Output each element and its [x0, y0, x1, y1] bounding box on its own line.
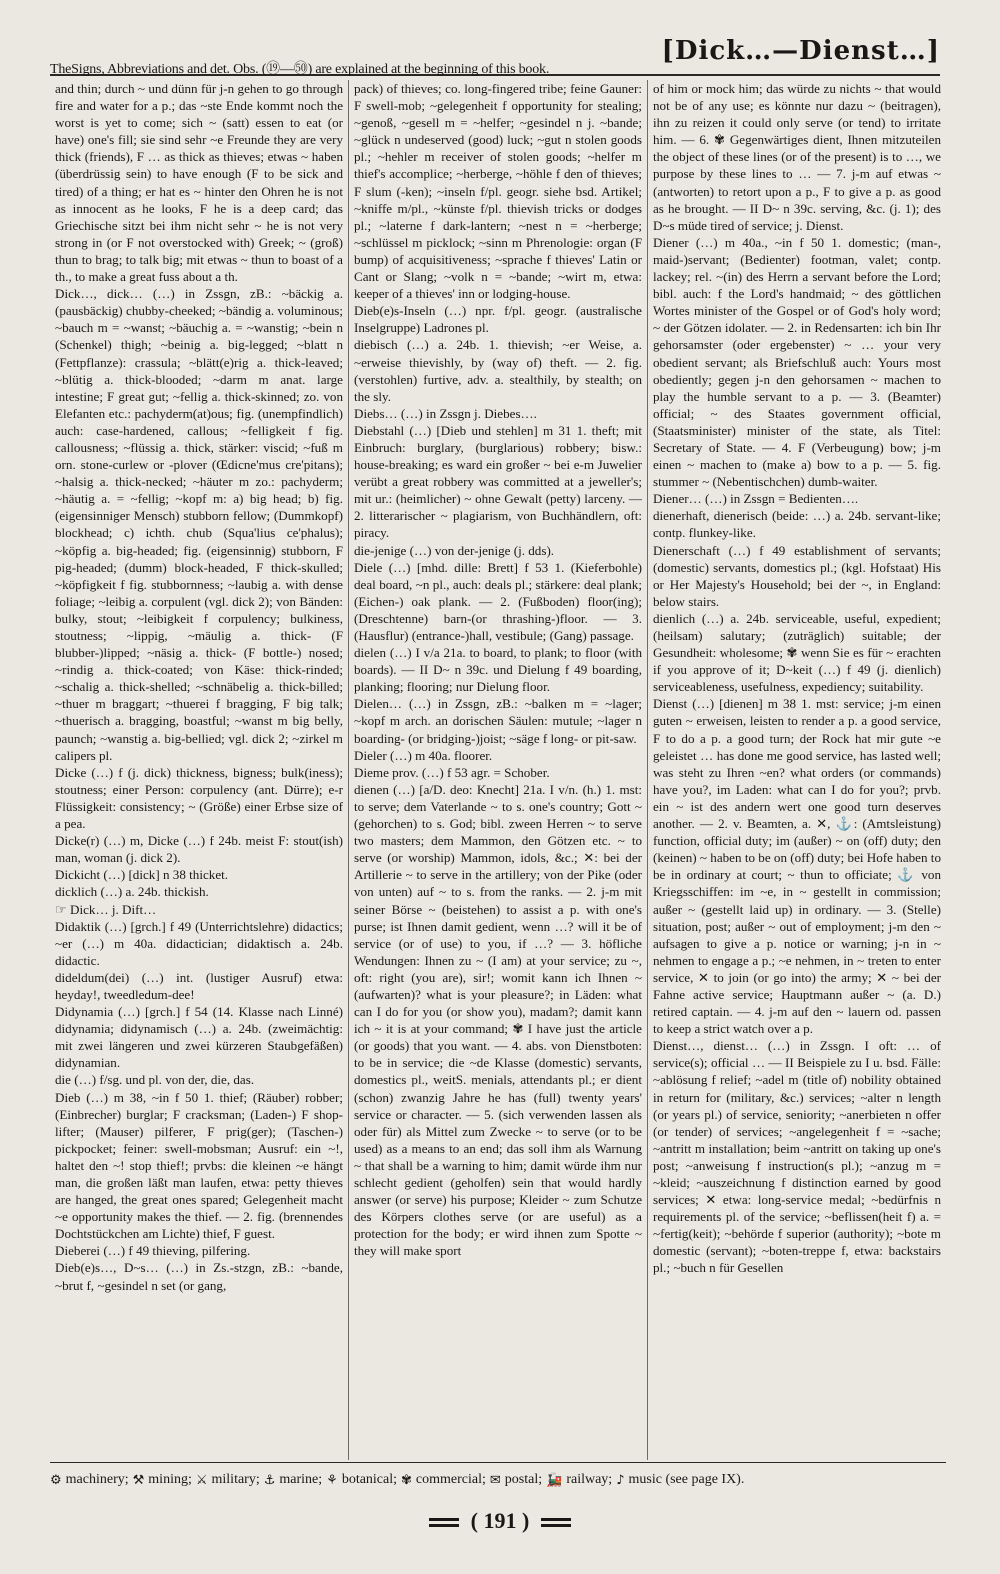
entry-paragraph: Dickicht (…) [dick] n 38 thicket.: [55, 867, 229, 883]
ornament-bars-left: [429, 1518, 459, 1527]
entry-paragraph: Didaktik (…) [grch.] f 49 (Unterrichtslehre) didactics; ~er (…) m 40a. didactician; didaktisch a. 24b. didactic.: [55, 918, 343, 968]
page-header: [50, 34, 940, 76]
page-number-text: ( 191 ): [470, 1508, 530, 1533]
entry-paragraph: Dielen… (…) in Zssgn, zB.: ~balken m = ~lager; ~kopf m arch. an dorischen Säulen: mutule; ~lager n boarding- (or bridging-)joist; ~säge f long- or pit-saw.: [354, 696, 642, 746]
entry-paragraph: Dieb(e)s…, D~s… (…) in Zs.-stzgn, zB.: ~bande, ~brut f, ~gesindel n set (or gang,: [55, 1260, 343, 1293]
legend-label: railway;: [566, 1472, 613, 1487]
legend-label: commercial;: [415, 1472, 486, 1487]
entry-paragraph: Diele (…) [mhd. dille: Brett] f 53 1. (Kieferbohle) deal board, ~n pl., auch: deals pl.; stärkere: deal plank; (Eichen-) oak plank. — 2. (Fußboden) floor(ing); (Dreschtenne) barn-(or thrashing-)floor. — 3. (Hausflur) (entrance-)hall, vestibule; (Gang) passage.: [354, 559, 642, 643]
entry-paragraph: Dienst (…) [dienen] m 38 1. mst: service; j-m einen guten ~ erweisen, leisten to render a p. a good service, F to do a p. a good turn; der Rock hat mir gute ~e geleistet … has done me good service, has lasted well; was steht zu Ihren ~en? what orders (or commands) have you?, im Laden: what can I do for you?; prvb. ein ~ ist des andern wert one good turn deserves another. — 2. v. Beamten, a. ✕, ⚓: (Amtsleistung) function, official duty; im (außer) ~ on (off) duty; den (keinen) ~ haben to be on (off) duty; bei Hofe haben to be in ordinary at court; ~ thun to officiate; ⚓ von Kriegsschiffen: im ~e, in ~ gestellt in commission; außer ~ (gestellt laid up) in ordinary. — 3. (Stelle) situation, post; außer ~ out of employment; j-m den ~ aufsagen to give a p. notice or warning; j-n in ~ nehmen to engage a p.; ~e nehmen, in ~ treten to enter service, ✕ to join (or go into) the army; ✕ ~ bei der Fahne active service; Hauptmann außer ~ (a. D.) retired captain. — 4. j-m auf den ~ lauern od. passen to keep a strict watch over a p.: [653, 696, 941, 1037]
entry-paragraph: Dicke(r) (…) m, Dicke (…) f 24b. meist F: stout(ish) man, woman (j. dick 2).: [55, 833, 343, 866]
entry-paragraph: dienlich (…) a. 24b. serviceable, useful, expedient; (heilsam) salutary; (zuträglich) suitable; der Gesundheit: wholesome; ✾ wenn Sie es für ~ erachten if you approve of it; D~keit (…) f 49 (j. dienlich) serviceableness, usefulness, expediency; suitability.: [653, 610, 941, 695]
header-note: TheSigns, Abbreviations and det. Obs. (⑲—㊿) are explained at the beginning of this book.: [50, 62, 550, 77]
column-middle: [348, 80, 647, 1460]
legend-label: postal;: [504, 1472, 543, 1487]
legend-label: music (see page IX).: [628, 1472, 745, 1487]
entry-paragraph: dicklich (…) a. 24b. thickish.: [55, 884, 209, 900]
entry-columns: [50, 80, 946, 1460]
entry-paragraph: dielen (…) I v/a 21a. to board, to plank; to floor (with boards). — II D~ n 39c. und Dielung f 49 boarding, planking; flooring; nur Dielung floor.: [354, 645, 642, 695]
entry-paragraph: die (…) f/sg. und pl. von der, die, das.: [55, 1072, 255, 1088]
legend-label: botanical;: [341, 1472, 398, 1487]
entry-paragraph: dienen (…) [a/D. deo: Knecht] 21a. I v/n. (h.) 1. mst: to serve; dem Vaterlande ~ to s. one's country; Gott ~ (gehorchen) to s. God; bibl. zween Herren ~ to serve two masters; dem Mammon, den Götzen etc. ~ to serve (or worship) Mammon, idols, &c.; ✕: bei der Artillerie ~ to serve in the artillery; von der Pike (oder von unten) auf ~ to s. from the ranks. — 2. j-m mit seiner Börse ~ (beistehen) to assist a p. with one's purse; ist Ihnen damit gedient, wenn …? will it be of service (or of use) to you, if …? — 3. höfliche Wendungen: Ihnen zu ~ (I am) at your service; zu ~, oft: right (you are), sir!; womit kann ich Ihnen ~ (aufwarten)? what is your pleasure?; in Läden: what can I do for you (or show you), madam?; damit kann ich ~ it is at your command; ✾ I have just the article (or goods) that you want. — 4. abs. von Dienstboten: to be in service; die ~de Klasse (domestic) servants, domestics pl., weitS. menials, attendants pl.; er dient (schon) zwanzig Jahre he has (full) twenty years' service or character. — 5. (sich verwenden lassen als oder für) als Mittel zum Zwecke ~ to serve (or to be used) as a means to an end; das soll ihm als Warnung ~ that shall be a warning to him; damit würde ihm nur schlecht gedient (geholfen) sein that would hardly answer (or serve) his purpose; Kleider ~ zum Schutze des Körpers clothes serve (or are useful) as a protection for the body; er wird ihnen zum Spotte ~ they will make sport: [354, 781, 642, 1259]
entry-paragraph: Diener (…) m 40a., ~in f 50 1. domestic; (man-, maid-)servant; (Bedienter) footman, valet; contp. lackey; rel. ~(in) des Herrn a servant before the Lord; bibl. auch: f the Lord's handmaid; ~ des göttlichen Wortes minister of the Gospel or of God's holy word; ~ der Götzen idolater. — 2. in Redensarten: ich bin Ihr gehorsamster (oder ergebenster) ~ … your very obedient servant; als Briefschluß auch: Yours most obediently; gegen j-n den gehorsamen ~ machen to play the humble servant to a p. — 3. (Beamter) official; ~ des Staates government official, (Staatsminister) minister of the state, als Titel: Secretary of State. — 4. F (Verbeugung) bow; j-m einen ~ machen to (make a) bow to a p. — 5. fig. stummer ~ (Nebentischchen) dumb-waiter.: [653, 234, 941, 490]
entry-paragraph: pack) of thieves; co. long-fingered tribe; feine Gauner: F swell-mob; ~gelegenheit f opportunity for stealing; ~genoß, ~gesell m = ~helfer; ~gesindel n j. ~bande; ~glück n undeserved (good) luck; ~gut n stolen goods pl.; ~hehler m receiver of stolen goods; ~helfer m thief's accomplice; ~herberge, ~höhle f den of thieves; F slum (-ken); ~inseln f/pl. geogr. siehe bsd. Artikel; ~kniffe m/pl., ~künste f/pl. thievish tricks or dodges pl.; ~laterne f dark-lantern; ~nest n = ~herberge; ~schlüssel m picklock; ~sinn m Phrenologie: organ (F bump) of acquisitiveness; ~sprache f thieves' Latin or Cant or Slang; ~volk n = ~bande; ~wirt m, etwa: keeper of a thieves' inn or lodging-house.: [354, 81, 642, 302]
entry-paragraph: Dienst…, dienst… (…) in Zssgn. I oft: … of service(s); official … — II Beispiele zu I u. bsd. Fälle: ~ablösung f relief; ~adel m (title of) nobility obtained in return for (military, &c.) services; ~alter n length (or years pl.) of service, seniority; ~anerbieten n offer (or tender) of services; ~angelegenheit f = ~sache; ~antritt m installation; beim ~antritt on taking up one's post; ~anweisung f instruction(s pl.); ~anzug m = ~kleid; ~auszeichnung f distinction earned by good services; ✕ etwa: long-service medal; ~bedürfnis n requirements pl. of the service; ~beflissen(heit f) a. = ~fertig(keit); ~behörde f superior (authority); ~bote m domestic (servant); ~boten-treppe f, etwa: backstairs pl.; ~buch n für Gesellen: [653, 1038, 941, 1276]
entry-paragraph: Dieb(e)s-Inseln (…) npr. f/pl. geogr. (australische Inselgruppe) Ladrones pl.: [354, 303, 642, 336]
entry-paragraph: ☞ Dick… j. Dift…: [55, 901, 157, 917]
music-icon: ♪: [616, 1472, 625, 1488]
footer-rule: [50, 1462, 946, 1463]
machinery-icon: ⚙: [50, 1472, 62, 1488]
legend-label: military;: [211, 1472, 260, 1487]
entry-paragraph: Dienerschaft (…) f 49 establishment of servants; (domestic) servants, domestics pl.; (kgl. Hofstaat) His or Her Majesty's Household; bei der ~, in England: below stairs.: [653, 542, 941, 609]
entry-paragraph: Diebs… (…) in Zssgn j. Diebes….: [354, 405, 537, 421]
entry-paragraph: Diener… (…) in Zssgn = Bedienten….: [653, 491, 859, 507]
header-entry-range: [Dick…—Dienst…]: [661, 36, 940, 66]
botanical-icon: ⚘: [326, 1472, 338, 1488]
entry-paragraph: Dick…, dick… (…) in Zssgn, zB.: ~bäckig a. (pausbäckig) chubby-cheeked; ~bändig a. voluminous; ~bauch m = ~wanst; ~bäuchig a. = ~wanstig; ~bein n (Schenkel) thigh; ~beinig a. big-legged; ~blatt n (Fettpflanze): crassula; ~blätt(e)rig a. thick-leaved; ~blütig a. thick-blooded; ~darm m anat. large intestine; F great gut; ~fellig a. thick-skinned; zo. von Elefanten etc.: pachyderm(at)ous; fig. (unempfindlich) auch: case-hardened, callous; ~felligkeit f fig. callousness; ~flüssig a. thick, stärker: viscid; ~fuß m orn. stone-curlew or -plover (Œdicne'mus cre'pitans); ~halsig a. thick-necked; ~häuter m zo.: pachyderm; ~häutig a. = ~fellig; ~kopf m: a) big head; b) fig. (eigensinniger Mensch) stubborn fellow; (Dummkopf) blockhead; c) ichth. chub (Squa'lius ce'phalus); ~köpfig a. big-headed; fig. (eigensinnig) stubborn, F pig-headed; (dumm) block-headed, F thick-skulled; ~köpfigkeit f fig. stubbornness; ~laubig a. with dense foliage; ~leibig a. corpulent (vgl. dick 2); von Bänden: bulky, stout; ~leibigkeit f corpulency; bulkiness, stoutness; ~lippig, ~mäulig a. thick- (F blubber-)lipped; ~näsig a. thick- (F bottle-) nosed; ~rindig a. thick-coated; von Käse: thick-rinded; ~schalig a. thick-shelled; ~schnäbelig a. thick-billed; ~thuer m braggart; ~thuerei f bragging, F big talk; ~thuerisch a. bragging, boastful; ~wanst m big belly, paunch; ~wanstig a. big-bellied; vgl. dick 2; ~zirkel m calipers pl.: [55, 286, 343, 763]
column-right: [647, 80, 946, 1460]
legend-label: mining;: [148, 1472, 192, 1487]
entry-paragraph: diebisch (…) a. 24b. 1. thievish; ~er Weise, a. ~erweise thievishly, by (way of) theft. — 2. fig. (verstohlen) furtive, adv. a. stealthily, by stealth; on the sly.: [354, 337, 642, 404]
mining-icon: ⚒: [132, 1472, 145, 1488]
symbol-legend: [50, 1468, 946, 1492]
entry-paragraph: Dicke (…) f (j. dick) thickness, bigness; bulk(iness); stoutness; einer Person: corpulency (ant. Dürre); e-r Flüssigkeit: consistency; ~ (Größe) einer Erbse size of a pea.: [55, 764, 343, 832]
column-left: [50, 80, 348, 1460]
entry-paragraph: Dieme prov. (…) f 53 agr. = Schober.: [354, 764, 550, 780]
entry-paragraph: Dieler (…) m 40a. floorer.: [354, 747, 493, 763]
entry-paragraph: dienerhaft, dienerisch (beide: …) a. 24b. servant-like; contp. flunkey-like.: [653, 508, 941, 541]
legend-label: machinery;: [65, 1472, 129, 1487]
entry-paragraph: Dieb (…) m 38, ~in f 50 1. thief; (Räuber) robber; (Einbrecher) burglar; F cracksman; (Laden-) F shop-lifter; (Mauser) pilferer, F prig(ger); (Taschen-) pickpocket; feiner: swell-mobsman; Ausruf: ein ~!, haltet den ~! stop thief!; prvbs: die kleinen ~e hängt man, die großen läßt man laufen, etwa: petty thieves are hanged, the great ones spared; Gelegenheit macht ~e opportunity makes the thief. — 2. fig. (brennendes Dochtstückchen am Lichte) thief, F guest.: [55, 1089, 343, 1242]
legend-label: marine;: [279, 1472, 323, 1487]
postal-icon: ✉: [489, 1472, 501, 1488]
marine-icon: ⚓: [263, 1472, 276, 1488]
entry-paragraph: die-jenige (…) von der-jenige (j. dds).: [354, 542, 555, 558]
entry-paragraph: dideldum(dei) (…) int. (lustiger Ausruf) etwa: heyday!, tweedledum-dee!: [55, 969, 343, 1002]
entry-paragraph: Dieberei (…) f 49 thieving, pilfering.: [55, 1243, 251, 1259]
page-number: [0, 1508, 1000, 1534]
railway-icon: 🚂: [546, 1472, 563, 1488]
entry-paragraph: Didynamia (…) [grch.] f 54 (14. Klasse nach Linné) didynamia; didynamisch (…) a. 24b. (zweimächtig: mit zwei längeren und zwei kürzeren Staubgefäßen) didynamian.: [55, 1004, 343, 1071]
ornament-bars-right: [541, 1518, 571, 1527]
military-icon: ⚔: [195, 1472, 208, 1488]
entry-paragraph: and thin; durch ~ und dünn für j-n gehen to go through fire and water for a p.; das ~ste Ende kommt noch the worst is yet to come; sich ~ (satt) essen to eat (or have) one's fill; sie sind sehr ~e Freunde they are very thick (friends), F … as thick as thieves; etwas ~ haben (überdrüssig sein) to have enough (F to be sick and tired) of a thing; er hat es ~ hinter den Ohren he is not as innocent as he looks, F he is a deep card; das Griechische sitzt bei ihm nicht sehr ~ he is not very strong in (or F not overstocked with) Greek; ~ (groß) thun to brag; to talk big; mit etwas ~ thun to boast of a th., to make a great fuss about a th.: [55, 81, 343, 285]
entry-paragraph: of him or mock him; das würde zu nichts ~ that would not be of any use; es könnte nur dazu ~ (beitragen), ihn zu reizen it could only serve (or tend) to irritate him. — 6. ✾ Gegenwärtiges dient, Ihnen mitzuteilen the object of these lines (or of the present) is to …, we purpose by these lines to … — 7. j-m auf etwas ~ (antworten) to retort upon a p., F to give a p. as good as he brought. — II D~ n 39c. serving, &c. (j. 1); des D~s müde tired of service; j. Dienst.: [653, 81, 941, 233]
entry-paragraph: Diebstahl (…) [Dieb und stehlen] m 31 1. theft; mit Einbruch: burglary, (burglarious) robbery; bisw.: house-breaking; es ward ein großer ~ bei e-m Juwelier verübt a great robbery was committed at a jeweller's; mit ur.: (heimlicher) ~ ohne Gewalt (petty) larceny. — 2. litterarischer ~ plagiarism, von Buchhändlern, oft: piracy.: [354, 422, 642, 541]
commercial-icon: ✾: [401, 1472, 412, 1488]
